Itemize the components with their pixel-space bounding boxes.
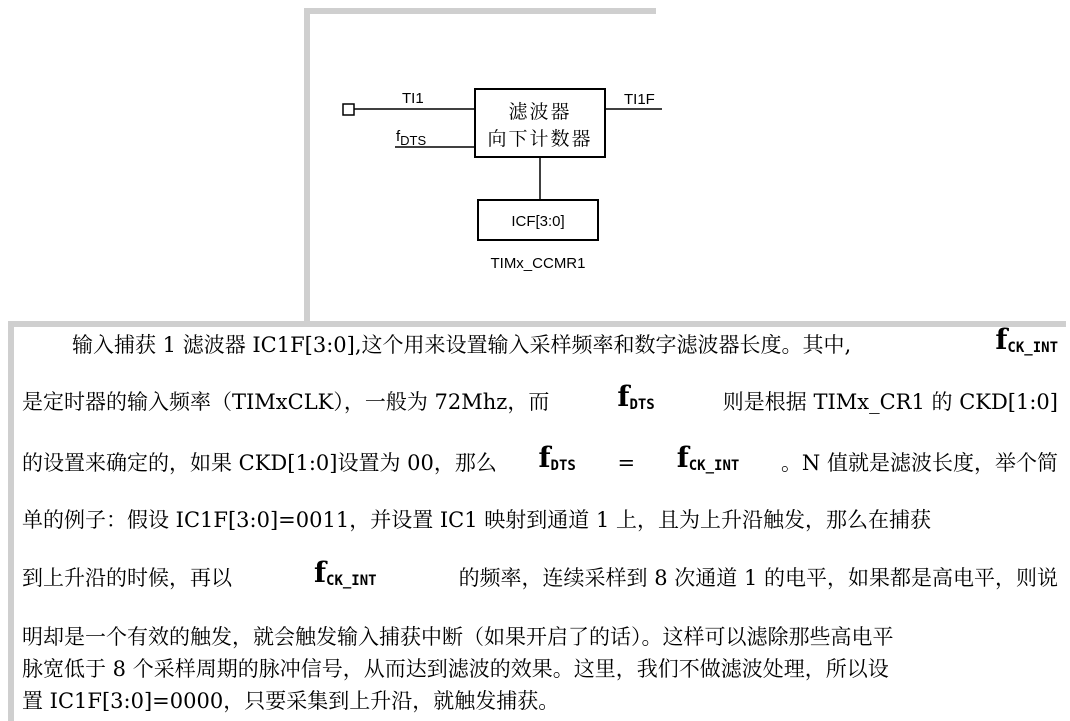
line-2-text-b: 则是根据 TIMx_CR1 的 CKD[1:0] (722, 390, 1058, 414)
paragraph-line-2 (22, 380, 1058, 417)
line-3-text-a: 的设置来确定的，如果 CKD[1:0]设置为 00，那么 (22, 451, 497, 475)
paragraph-line-1 (22, 323, 1058, 360)
f-dts-symbol: $f_{DTS}$ (617, 380, 655, 413)
register-name: TIMx_CCMR1 (490, 255, 586, 272)
input-label: TI1 (402, 90, 424, 107)
filter-subtitle: 向下计数器 (487, 128, 593, 150)
line-2-text-a: 是定时器的输入频率（TIMxCLK），一般为 72Mhz，而 (22, 390, 550, 414)
paragraph-line-5 (22, 556, 1058, 593)
line-1-text: 输入捕获 1 滤波器 IC1F[3:0],这个用来设置输入采样频率和数字滤波器长度。其中, (72, 333, 852, 357)
line-5-text-b: 的频率，连续采样到 8 次通道 1 的电平，如果都是高电平，则说 (458, 566, 1058, 590)
paragraph-line-6: 明却是一个有效的触发，就会触发输入捕获中断（如果开启了的话）。这样可以滤除那些高电平 (22, 625, 894, 649)
input-terminal-icon (343, 104, 354, 115)
filter-title: 滤波器 (508, 101, 572, 123)
frame-side (8, 321, 14, 721)
line-3-text-b: 。N 值就是滤波长度，举个简 (780, 451, 1058, 475)
f-ck-int-symbol: $f_{CK\_INT}$ (676, 441, 740, 474)
f-ck-int-symbol: $f_{CK\_INT}$ (995, 323, 1058, 356)
paragraph-line-4: 单的例子：假设 IC1F[3:0]=0011，并设置 IC1 映射到通道 1 上，且为上升沿触发，那么在捕获 (22, 508, 931, 532)
f-ck-int-symbol: $f_{CK\_INT}$ (313, 556, 377, 589)
filter-diagram (0, 0, 1070, 330)
f-dts-symbol: $f_{DTS}$ (538, 441, 576, 474)
equals-sign: = (617, 451, 636, 475)
line-5-text-a: 到上升沿的时候，再以 (22, 566, 232, 590)
paragraph-line-3 (22, 441, 1058, 478)
output-label: TI1F (624, 91, 655, 108)
paragraph-line-8: 置 IC1F[3:0]=0000，只要采集到上升沿，就触发捕获。 (22, 689, 560, 713)
paragraph-line-7: 脉宽低于 8 个采样周期的脉冲信号，从而达到滤波的效果。这里，我们不做滤波处理，所以设 (22, 657, 889, 681)
clock-label: fDTS (396, 128, 427, 148)
register-box-label: ICF[3:0] (511, 213, 565, 230)
